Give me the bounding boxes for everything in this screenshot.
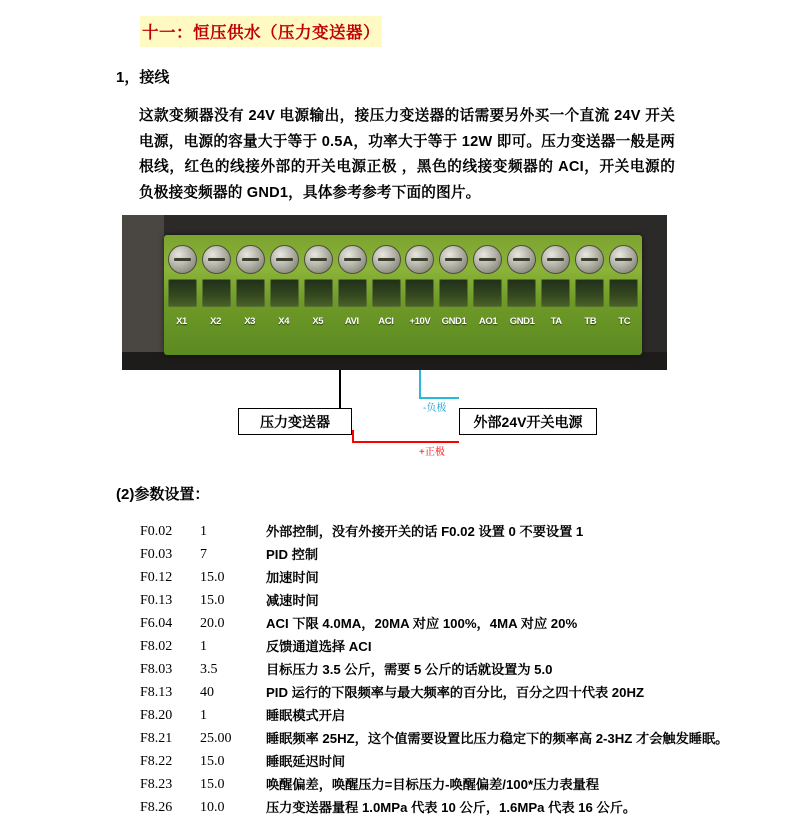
external-power-supply-box: 外部24V开关电源 — [459, 408, 597, 435]
terminal-hole — [270, 279, 299, 307]
table-row — [140, 567, 780, 588]
param-value: 15.0 — [200, 754, 225, 769]
terminal-hole — [609, 279, 638, 307]
pressure-transmitter-box: 压力变送器 — [238, 408, 352, 435]
table-row — [140, 774, 780, 795]
screw-icon — [507, 245, 536, 274]
param-code: F6.04 — [140, 616, 173, 631]
terminal-label: X4 — [278, 315, 290, 327]
screw-icon — [168, 245, 197, 274]
param-desc: 反馈通道选择 ACI — [266, 639, 372, 654]
terminal-hole — [473, 279, 502, 307]
screw-icon — [202, 245, 231, 274]
screw-row — [168, 241, 638, 277]
terminal-hole-row — [168, 279, 638, 307]
param-value: 15.0 — [200, 777, 225, 792]
param-value: 1 — [200, 639, 207, 654]
terminal-label: GND1 — [441, 315, 467, 327]
param-desc: 睡眠延迟时间 — [266, 754, 346, 769]
param-desc: 减速时间 — [266, 593, 319, 608]
param-code: F0.03 — [140, 547, 173, 562]
screw-icon — [270, 245, 299, 274]
terminal-hole — [575, 279, 604, 307]
terminal-label: AO1 — [478, 315, 498, 327]
param-code: F8.23 — [140, 777, 173, 792]
table-row — [140, 613, 780, 634]
param-desc: PID 控制 — [266, 547, 319, 562]
param-desc: 加速时间 — [266, 570, 319, 585]
table-row — [140, 544, 780, 565]
negative-wire-vertical — [419, 370, 421, 398]
terminal-label: X3 — [244, 315, 256, 327]
table-row — [140, 521, 780, 542]
section-1-heading: 1，接线 — [116, 69, 170, 86]
param-code: F8.21 — [140, 731, 173, 746]
param-code: F8.03 — [140, 662, 173, 677]
terminal-label: X5 — [312, 315, 324, 327]
param-desc: 压力变送器量程 1.0MPa 代表 10 公斤，1.6MPa 代表 16 公斤。 — [266, 800, 637, 815]
param-value: 25.00 — [200, 731, 232, 746]
param-code: F8.13 — [140, 685, 173, 700]
terminal-label: TA — [550, 315, 562, 327]
terminal-label: GND1 — [509, 315, 535, 327]
table-row — [140, 590, 780, 611]
terminal-label-row — [168, 311, 638, 331]
terminal-label: X2 — [210, 315, 221, 327]
table-row — [140, 659, 780, 680]
param-value: 15.0 — [200, 570, 225, 585]
param-value: 7 — [200, 547, 207, 562]
terminal-hole — [507, 279, 536, 307]
screw-icon — [609, 245, 638, 274]
terminal-label: TB — [584, 315, 597, 327]
param-desc: 睡眠模式开启 — [266, 708, 346, 723]
screw-icon — [338, 245, 367, 274]
terminal-hole — [405, 279, 434, 307]
table-row — [140, 705, 780, 726]
param-code: F0.02 — [140, 524, 173, 539]
terminal-label: ACI — [378, 315, 394, 327]
terminal-label: +10V — [409, 315, 431, 327]
screw-icon — [236, 245, 265, 274]
document-title-container — [140, 16, 382, 47]
terminal-hole — [304, 279, 333, 307]
table-row — [140, 728, 780, 749]
terminal-label: AVI — [344, 315, 359, 327]
terminal-block-photo — [122, 215, 667, 370]
terminal-hole — [168, 279, 197, 307]
terminal-hole — [338, 279, 367, 307]
param-desc: PID 运行的下限频率与最大频率的百分比，百分之四十代表 20HZ — [266, 685, 645, 700]
photo-left-shadow — [122, 215, 164, 370]
section-1-paragraph: 这款变频器没有 24V 电源输出，接压力变送器的话需要另外买一个直流 24V 开关电源，电源的容量大于等于 0.5A，功率大于等于 12W 即可。压力变送器一般是两根线，红色的线接外部的开关电源正极 ，黑色的线接变频器的 ACI，开关电源的负极接变频器的 GND1，具体参考参考下面的图片。 — [139, 108, 675, 201]
param-code: F0.13 — [140, 593, 173, 608]
terminal-hole — [202, 279, 231, 307]
param-code: F0.12 — [140, 570, 173, 585]
screw-icon — [541, 245, 570, 274]
section-2-heading: (2)参数设置： — [116, 486, 210, 503]
screw-icon — [304, 245, 333, 274]
param-value: 10.0 — [200, 800, 225, 815]
param-desc: 目标压力 3.5 公斤，需要 5 公斤的话就设置为 5.0 — [266, 662, 553, 677]
parameter-table — [140, 521, 780, 820]
param-value: 15.0 — [200, 593, 225, 608]
param-desc: 睡眠频率 25HZ，这个值需要设置比压力稳定下的频率高 2-3HZ 才会触发睡眠。 — [266, 731, 729, 746]
table-row — [140, 751, 780, 772]
table-row — [140, 636, 780, 657]
screw-icon — [405, 245, 434, 274]
terminal-strip — [164, 235, 642, 355]
terminal-label: TC — [618, 315, 631, 327]
param-desc: 唤醒偏差，唤醒压力=目标压力-唤醒偏差/100*压力表量程 — [266, 777, 600, 792]
param-value: 1 — [200, 708, 207, 723]
param-value: 1 — [200, 524, 207, 539]
screw-icon — [439, 245, 468, 274]
screw-icon — [372, 245, 401, 274]
table-row — [140, 682, 780, 703]
terminal-hole — [541, 279, 570, 307]
param-desc: 外部控制，没有外接开关的话 F0.02 设置 0 不要设置 1 — [266, 524, 584, 539]
param-code: F8.02 — [140, 639, 173, 654]
table-row — [140, 797, 780, 818]
screw-icon — [473, 245, 502, 274]
param-code: F8.26 — [140, 800, 173, 815]
param-desc: ACI 下限 4.0MA，20MA 对应 100%，4MA 对应 20% — [266, 616, 578, 631]
negative-terminal-label: -负极 — [423, 403, 447, 414]
param-value: 20.0 — [200, 616, 225, 631]
param-code: F8.22 — [140, 754, 173, 769]
page-title: 十一：恒压供水（压力变送器） — [140, 16, 382, 47]
param-value: 3.5 — [200, 662, 218, 677]
screw-icon — [575, 245, 604, 274]
param-value: 40 — [200, 685, 214, 700]
param-code: F8.20 — [140, 708, 173, 723]
terminal-hole — [439, 279, 468, 307]
positive-terminal-label: +正极 — [419, 447, 445, 458]
terminal-hole — [236, 279, 265, 307]
terminal-hole — [372, 279, 401, 307]
terminal-label: X1 — [176, 315, 187, 327]
